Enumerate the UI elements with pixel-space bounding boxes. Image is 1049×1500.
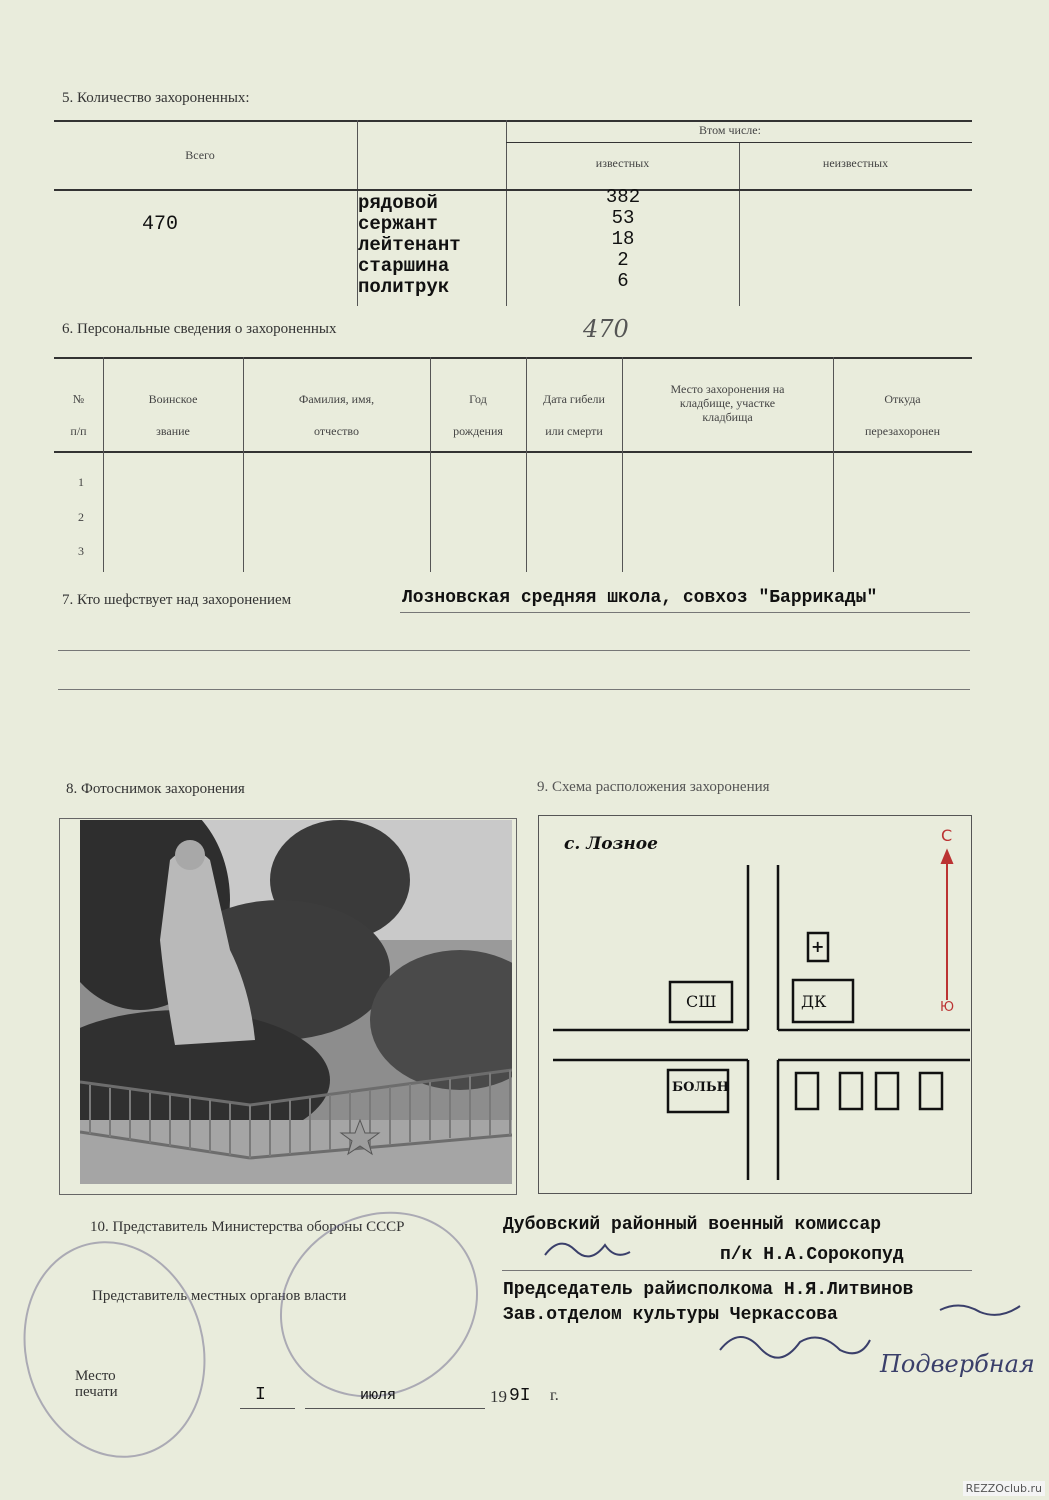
section5-title: 5. Количество захороненных: (62, 90, 250, 106)
date-day: I (255, 1385, 266, 1405)
section6-title: 6. Персональные сведения о захороненных (62, 321, 337, 337)
defense-representative-line1: Дубовский районный военный комиссар (503, 1215, 882, 1235)
known-count: 2 (617, 249, 629, 271)
section7-label: 7. Кто шефствует над захоронением (62, 592, 292, 608)
cross-marker-icon: + (811, 937, 825, 956)
hospital-label: БОЛЬН (672, 1080, 729, 1095)
date-year-prefix: 19 (490, 1387, 507, 1406)
local-representative-line1: Председатель райисполкома Н.Я.Литвинов (503, 1280, 914, 1300)
culture-house-label: ДК (801, 992, 827, 1011)
table6-header-rank: Воинское звание (148, 392, 198, 438)
date-suffix: г. (550, 1387, 559, 1404)
table6-header-reburied-from: Откуда перезахоронен (865, 392, 940, 438)
defense-representative-line2: п/к Н.А.Сорокопуд (720, 1245, 904, 1265)
rank-item: старшина (358, 255, 450, 277)
total-buried-value: 470 (142, 213, 179, 236)
table6-row-number: 1 (78, 475, 84, 489)
table6-top-border (54, 357, 972, 359)
date-month: июля (360, 1387, 397, 1404)
ranks-list (358, 193, 461, 298)
table6-header-burial-place: Место захоронения на кладбище, участке кладбища (670, 382, 785, 424)
location-scheme (538, 815, 972, 1194)
section8-title: 8. Фотоснимок захоронения (66, 781, 245, 797)
known-count: 53 (611, 207, 635, 229)
local-representative-line2: Зав.отделом культуры Черкассова (503, 1305, 838, 1325)
table6-row-number: 3 (78, 544, 84, 558)
section9-title: 9. Схема расположения захоронения (537, 779, 770, 795)
school-label: СШ (686, 992, 717, 1011)
stamp-place-label: Место печати (75, 1368, 118, 1400)
patron-extra-line (58, 650, 970, 651)
patron-underline (400, 612, 970, 613)
compass-south-label: Ю (940, 1000, 955, 1015)
rank-item: политрук (358, 276, 450, 298)
rank-item: сержант (358, 213, 438, 235)
date-day-underline (240, 1408, 295, 1409)
known-count: 18 (611, 228, 635, 250)
table5-header-total: Всего (185, 148, 215, 162)
known-counts-list (598, 187, 648, 292)
memorial-photo (80, 820, 512, 1184)
table5-sub-border (506, 142, 972, 143)
table5-divider-2 (506, 120, 507, 306)
site-watermark: REZZOclub.ru (963, 1481, 1045, 1496)
date-year-suffix: 9I (509, 1386, 531, 1406)
table5-header-including: Втом числе: (699, 123, 761, 137)
patron-extra-line (58, 689, 970, 690)
handwritten-signatures (540, 1230, 1040, 1380)
table6-header-number: № п/п (70, 392, 87, 438)
table6-header-birth-year: Год рождения (453, 392, 503, 438)
table6-header-name: Фамилия, имя, отчество (298, 392, 375, 438)
known-count: 382 (605, 186, 641, 208)
table6-row-number: 2 (78, 510, 84, 524)
rank-item: лейтенант (358, 234, 461, 256)
section10-defense-label: 10. Представитель Министерства обороны СССР (90, 1219, 405, 1235)
table6-header-bottom (54, 451, 972, 453)
section10-local-label: Представитель местных органов власти (92, 1288, 347, 1304)
table6-header-death-date: Дата гибели или смерти (543, 392, 605, 438)
rural-council-stamp (0, 1221, 229, 1479)
culture-head-signature: Подвербная (880, 1350, 1035, 1378)
table5-header-known: известных (595, 156, 650, 170)
table5-header-bottom (54, 189, 972, 191)
known-count: 6 (617, 270, 629, 292)
handwritten-total: 470 (583, 315, 629, 343)
scheme-village-label: с. Лозное (564, 834, 658, 854)
date-month-underline (305, 1408, 485, 1409)
rank-item: рядовой (358, 192, 438, 214)
table5-header-unknown: неизвестных (822, 156, 889, 170)
compass-north-label: С (941, 826, 953, 845)
patron-value: Лозновская средняя школа, совхоз "Баррикады" (402, 588, 878, 608)
